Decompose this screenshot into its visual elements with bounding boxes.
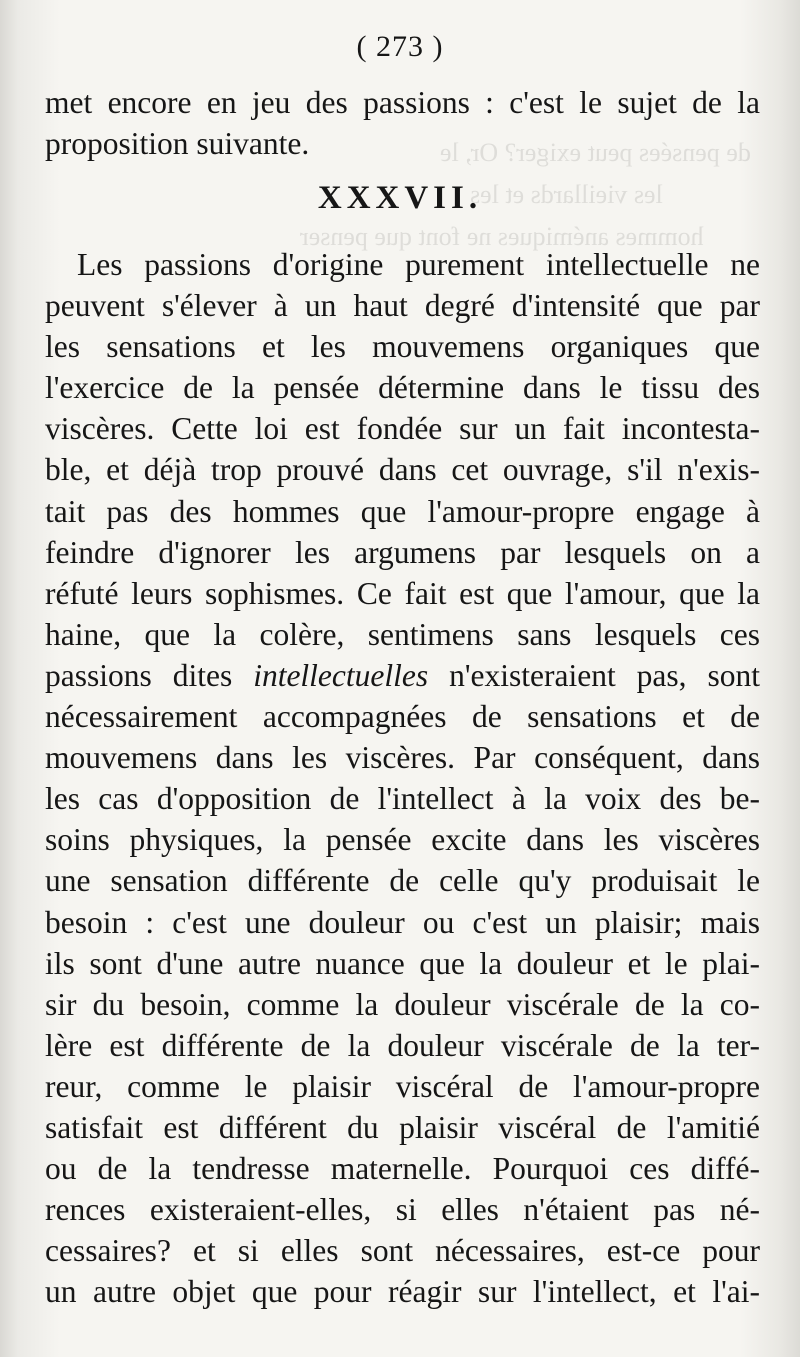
text-line: peuvent s'élever à un haut degré d'intensité que par xyxy=(45,288,760,324)
text-line: tait pas des hommes que l'amour-propre engage à xyxy=(45,493,760,529)
text-line: cessaires? et si elles sont nécessaires, est-ce pour xyxy=(45,1233,760,1269)
text-line: réfuté leurs sophismes. Ce fait est que l'amour, que la xyxy=(45,575,760,611)
text-segment: passions dites xyxy=(45,657,254,693)
text-line: les cas d'opposition de l'intellect à la voix des be- xyxy=(45,781,760,817)
italic-term: intellectuelles xyxy=(253,657,429,693)
text-line: nécessairement accompagnées de sensations et de xyxy=(45,699,760,735)
text-line: satisfait est différent du plaisir viscéral de l'amitié xyxy=(45,1109,760,1145)
text-line: besoin : c'est une douleur ou c'est un plaisir; mais xyxy=(45,904,760,940)
text-line: reur, comme le plaisir viscéral de l'amour-propre xyxy=(45,1068,760,1104)
page-number: ( 273 ) xyxy=(356,30,444,63)
text-line: une sensation différente de celle qu'y produisait le xyxy=(45,863,760,899)
text-line: rences existeraient-elles, si elles n'étaient pas né- xyxy=(45,1192,760,1228)
show-through-text: les vieillards et les xyxy=(470,180,663,209)
show-through-text: de pensées peut exiger? Or, le xyxy=(440,138,751,167)
text-line: feindre d'ignorer les argumens par lesquels on a xyxy=(45,534,760,570)
text-line: viscères. Cette loi est fondée sur un fait incontesta- xyxy=(45,411,760,447)
text-line: les sensations et les mouvemens organiques que xyxy=(45,329,760,365)
text-line: l'exercice de la pensée détermine dans le tissu des xyxy=(45,370,760,406)
text-line: haine, que la colère, sentimens sans lesquels ces xyxy=(45,616,760,652)
text-line xyxy=(45,655,760,696)
text-line: Les passions d'origine purement intellectuelle ne xyxy=(77,247,760,282)
text-segment: n'existeraient pas, sont xyxy=(428,657,760,693)
text-line: mouvemens dans les viscères. Par conséquent, dans xyxy=(45,740,760,776)
intro-paragraph xyxy=(45,82,760,164)
text-line: proposition suivante. xyxy=(45,126,310,162)
text-line: sir du besoin, comme la douleur viscérale de la co- xyxy=(45,986,760,1022)
text-line: lère est différente de la douleur viscérale de la ter- xyxy=(45,1027,760,1063)
text-line: ou de la tendresse maternelle. Pourquoi ces diffé- xyxy=(45,1151,760,1187)
text-line: ils sont d'une autre nuance que la douleur et le plai- xyxy=(45,945,760,981)
show-through-text: hommes anémiques ne font que penser xyxy=(300,222,704,251)
body-paragraph xyxy=(45,244,760,1312)
text-line: soins physiques, la pensée excite dans les viscères xyxy=(45,822,760,858)
text-line: un autre objet que pour réagir sur l'intellect, et l'ai- xyxy=(45,1274,760,1310)
text-line: ble, et déjà trop prouvé dans cet ouvrage, s'il n'exis- xyxy=(45,452,760,488)
section-heading: XXXVII. xyxy=(317,180,483,216)
text-line: met encore en jeu des passions : c'est le sujet de la xyxy=(45,85,760,120)
